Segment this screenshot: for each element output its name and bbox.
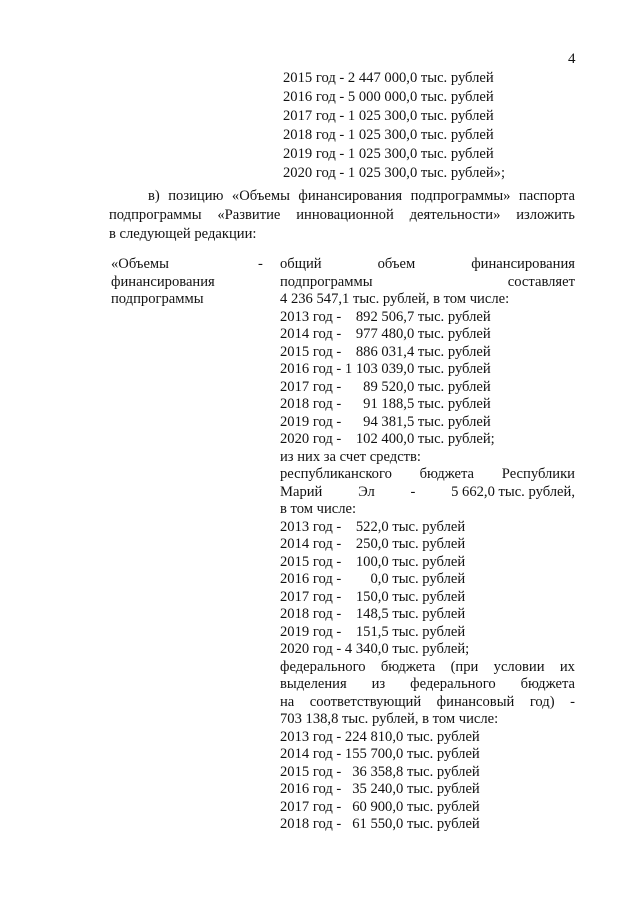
word: финансирования — [298, 188, 403, 204]
list-item: 2020 год - 4 340,0 тыс. рублей; — [280, 641, 470, 657]
list-item: 2013 год - 892 506,7 тыс. рублей — [280, 308, 491, 325]
list-item: 2015 год - 36 358,8 тыс. рублей — [280, 763, 480, 780]
text-line — [280, 484, 575, 502]
label-line: финансирования — [111, 273, 215, 290]
word: «Развитие — [217, 207, 281, 223]
list-item: 2014 год - 155 700,0 тыс. рублей — [280, 746, 480, 762]
table-value-column — [280, 256, 575, 834]
word: Эл — [358, 483, 375, 500]
word: из — [371, 676, 386, 692]
word: Марий — [280, 483, 323, 500]
list-item: 2016 год - 35 240,0 тыс. рублей — [280, 781, 480, 797]
list-item: 2017 год - 1 025 300,0 тыс. рублей — [283, 108, 494, 124]
dash-separator: - — [258, 256, 263, 272]
text-line — [280, 659, 575, 677]
word: федерального — [280, 658, 366, 675]
word: республиканского — [280, 466, 392, 482]
list-item: 2020 год - 1 025 300,0 тыс. рублей»; — [283, 165, 506, 181]
word: общий — [280, 256, 322, 272]
word: финансирования — [471, 256, 575, 272]
text-line — [280, 676, 575, 694]
list-item: 2020 год - 102 400,0 тыс. рублей; — [280, 431, 495, 447]
word: финансовый — [436, 693, 515, 710]
list-item: 2019 год - 94 381,5 тыс. рублей — [280, 413, 491, 430]
text-line: 4 236 547,1 тыс. рублей, в том числе: — [280, 291, 510, 307]
word: - — [570, 693, 575, 710]
funding-by-year-list — [283, 69, 505, 183]
word: «Объемы — [231, 188, 290, 204]
list-item: 2016 год - 5 000 000,0 тыс. рублей — [283, 89, 494, 105]
list-item: 2014 год - 250,0 тыс. рублей — [280, 536, 466, 552]
word: 5 662,0 тыс. рублей, — [451, 483, 575, 500]
list-item: 2017 год - 89 520,0 тыс. рублей — [280, 378, 491, 395]
list-item: 2015 год - 2 447 000,0 тыс. рублей — [283, 70, 494, 86]
word: бюджета — [520, 676, 575, 692]
table-label-column — [111, 256, 271, 309]
list-item: 2016 год - 0,0 тыс. рублей — [280, 571, 466, 587]
list-item: 2015 год - 100,0 тыс. рублей — [280, 553, 466, 570]
word: бюджета — [380, 658, 436, 675]
paragraph-line — [109, 225, 575, 244]
word: условии — [493, 658, 545, 675]
word: инновационной — [296, 207, 394, 223]
list-item: 2019 год - 1 025 300,0 тыс. рублей — [283, 146, 494, 162]
word: в) — [148, 188, 160, 204]
list-item: 2019 год - 151,5 тыс. рублей — [280, 623, 466, 640]
label-line: «Объемы — [111, 256, 169, 272]
list-item: 2016 год - 1 103 039,0 тыс. рублей — [280, 361, 491, 377]
list-item: 2018 год - 91 188,5 тыс. рублей — [280, 396, 491, 412]
list-item: 2015 год - 886 031,4 тыс. рублей — [280, 343, 491, 360]
word: на — [280, 693, 295, 710]
word: деятельности» — [409, 207, 501, 223]
list-item: 2017 год - 150,0 тыс. рублей — [280, 588, 466, 605]
word: федерального — [410, 676, 496, 692]
word: составляет — [507, 273, 575, 290]
word: (при — [450, 658, 479, 675]
label-line: подпрограммы — [111, 291, 204, 307]
word: подпрограммы — [109, 207, 202, 223]
word: их — [559, 658, 575, 675]
list-item: 2013 год - 224 810,0 тыс. рублей — [280, 728, 480, 745]
list-item: 2013 год - 522,0 тыс. рублей — [280, 518, 466, 535]
amendment-paragraph — [109, 187, 575, 244]
text-line: в том числе: — [280, 501, 357, 517]
word: подпрограммы — [280, 273, 373, 290]
text-line: 703 138,8 тыс. рублей, в том числе: — [280, 711, 499, 727]
word: соответствующий — [309, 693, 422, 710]
list-item: 2018 год - 61 550,0 тыс. рублей — [280, 816, 480, 832]
word: изложить — [516, 207, 575, 223]
paragraph-line — [109, 206, 575, 225]
word: подпрограммы» — [410, 188, 511, 204]
word: Республики — [501, 466, 575, 482]
word: паспорта — [518, 188, 575, 204]
word: - — [410, 483, 416, 500]
text-line — [280, 466, 575, 484]
word: в следующей редакции: — [109, 226, 257, 242]
word: выделения — [280, 676, 347, 692]
list-item: 2014 год - 977 480,0 тыс. рублей — [280, 326, 491, 342]
word: бюджета — [419, 466, 475, 482]
word: объем — [377, 256, 416, 272]
list-item: 2018 год - 1 025 300,0 тыс. рублей — [283, 127, 494, 143]
list-item: 2018 год - 148,5 тыс. рублей — [280, 606, 466, 622]
text-line — [280, 274, 575, 292]
text-line — [280, 256, 575, 274]
word: год) — [529, 693, 555, 710]
text-line: из них за счет средств: — [280, 448, 421, 465]
text-line — [280, 694, 575, 712]
page-number: 4 — [568, 51, 576, 67]
word: позицию — [168, 188, 224, 204]
list-item: 2017 год - 60 900,0 тыс. рублей — [280, 798, 480, 815]
paragraph-line — [109, 187, 575, 206]
